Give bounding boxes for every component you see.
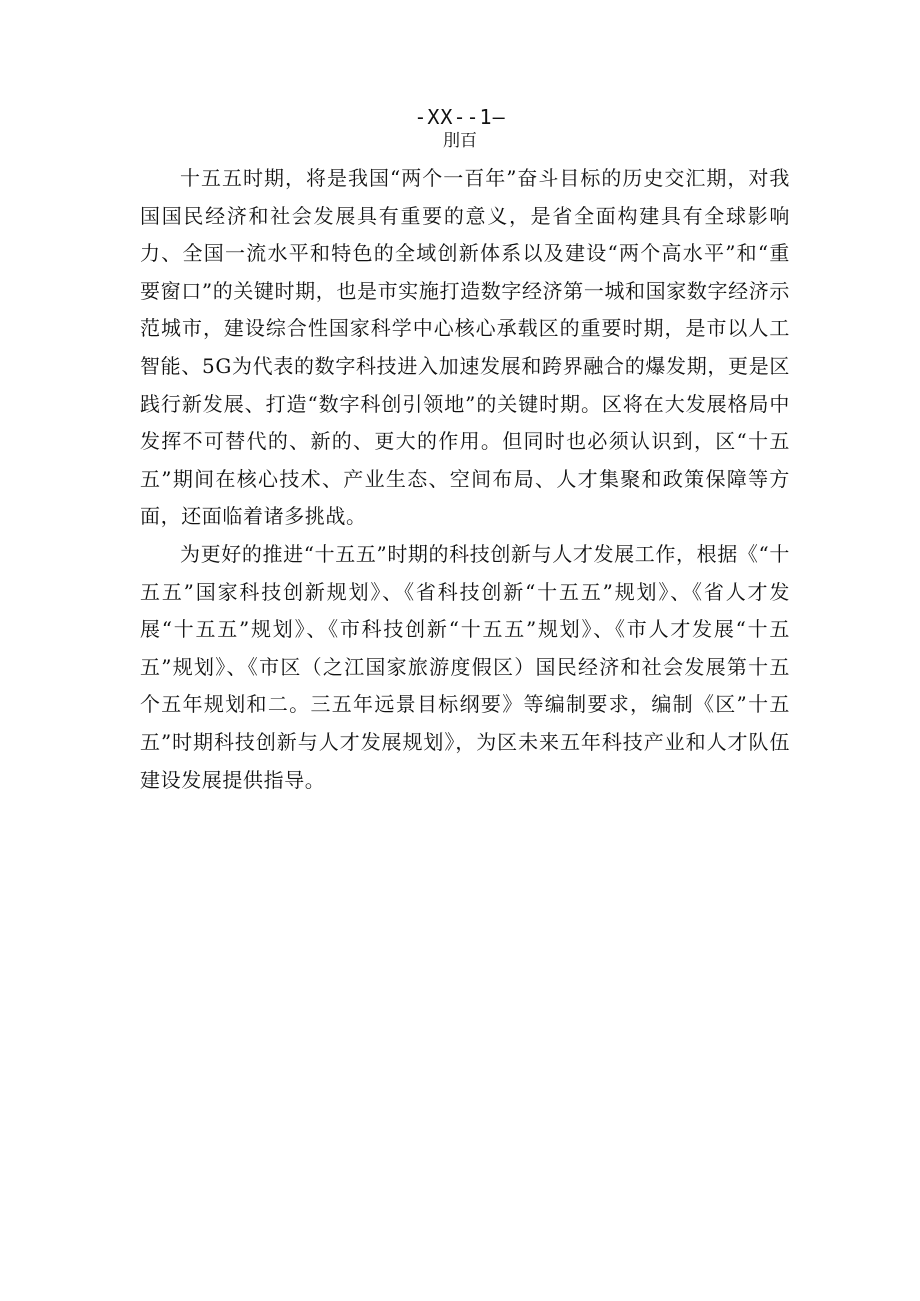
body-text	[140, 160, 790, 799]
paragraph-2: 为更好的推进“十五五”时期的科技创新与人才发展工作，根据《“十五五”国家科技创新规划》、《省科技创新“十五五”规划》、《省人才发展“十五五”规划》、《市科技创新“十五五”规划》、《市人才发展“十五五”规划》、《市区（之江国家旅游度假区）国民经济和社会发展第十五个五年规划和二。三五年远景目标纲要》等编制要求，编制《区”十五五”时期科技创新与人才发展规划》，为区未来五年科技产业和人才队伍建设发展提供指导。	[140, 541, 790, 792]
section-title: 刖百	[443, 131, 477, 151]
paragraph-1: 十五五时期，将是我国“两个一百年”奋斗目标的历史交汇期，对我国国民经济和社会发展具有重要的意义，是省全面构建具有全球影响力、全国一流水平和特色的全域创新体系以及建设“两个高水平”和“重要窗口”的关键时期，也是市实施打造数字经济第一城和国家数字经济示范城市，建设综合性国家科学中心核心承载区的重要时期，是市以人工智能、5G为代表的数字科技进入加速发展和跨界融合的爆发期，更是区践行新发展、打造“数字科创引领地”的关键时期。区将在大发展格局中发挥不可替代的、新的、更大的作用。但同时也必须认识到，区“十五五”期间在核心技术、产业生态、空间布局、人才集聚和政策保障等方面，还面临着诸多挑战。	[140, 166, 790, 529]
page-header-number: -XX--1—	[414, 105, 506, 129]
